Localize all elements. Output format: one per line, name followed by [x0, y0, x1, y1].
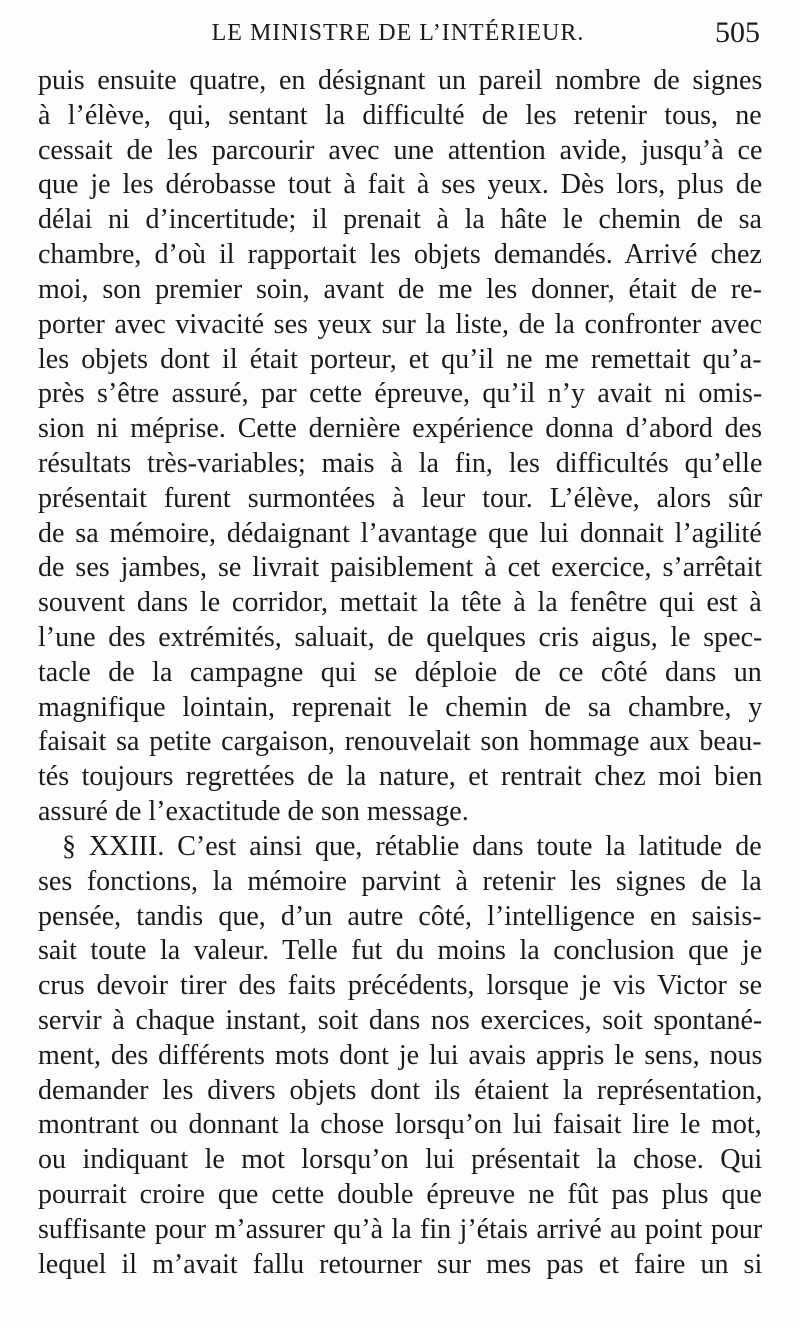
text-line: résultats très-variables; mais à la fin, les difficultés qu’elle — [38, 447, 762, 479]
text-line: souvent dans le corridor, mettait la tête à la fenêtre qui est à — [38, 587, 762, 619]
text-line: ment, des différents mots dont je lui avais appris le sens, nous — [38, 1039, 762, 1071]
text-line: de ses jambes, se livrait paisiblement à cet exercice, s’arrêtait — [38, 552, 762, 584]
text-line: cessait de les parcourir avec une attention avide, jusqu’à ce — [38, 134, 762, 166]
text-line: porter avec vivacité ses yeux sur la liste, de la confronter avec — [38, 308, 762, 340]
text-line: pourrait croire que cette double épreuve ne fût pas plus que — [38, 1179, 762, 1210]
text-line: que je les dérobasse tout à fait à ses yeux. Dès lors, plus de — [38, 169, 762, 201]
text-line: tacle de la campagne qui se déploie de ce côté dans un — [38, 656, 762, 688]
text-line: pensée, tandis que, d’un autre côté, l’intelligence en saisis- — [38, 900, 762, 932]
text-line: sion ni méprise. Cette dernière expérience donna d’abord des — [38, 413, 762, 445]
text-line: faisait sa petite cargaison, renouvelait son hommage aux beau- — [38, 726, 762, 758]
text-line: assuré de l’exactitude de son message. — [38, 796, 469, 828]
text-line: demander les divers objets dont ils étaient la représentation, — [38, 1074, 762, 1106]
text-line: montrant ou donnant la chose lorsqu’on lui faisait lire le mot, — [38, 1109, 762, 1141]
running-head-title: LE MINISTRE DE L’INTÉRIEUR. — [211, 20, 585, 46]
text-line: magnifique lointain, reprenait le chemin de sa chambre, y — [38, 691, 762, 723]
text-line: à l’élève, qui, sentant la difficulté de les retenir tous, ne — [38, 99, 762, 131]
text-line: les objets dont il était porteur, et qu’il ne me remettait qu’a- — [38, 343, 762, 375]
text-line: crus devoir tirer des faits précédents, lorsque je vis Victor se — [38, 970, 762, 1002]
page-number: 505 — [715, 16, 760, 49]
text-line: suffisante pour m’assurer qu’à la fin j’étais arrivé au point pour — [38, 1213, 762, 1245]
text-line: l’une des extrémités, saluait, de quelques cris aigus, le spec- — [38, 622, 762, 653]
text-line: lequel il m’avait fallu retourner sur mes pas et faire un si — [38, 1248, 762, 1280]
text-line: près s’être assuré, par cette épreuve, qu’il n’y avait ni omis- — [38, 378, 762, 410]
text-line: moi, son premier soin, avant de me les donner, était de re- — [38, 273, 762, 305]
running-head — [36, 14, 760, 58]
text-line: § XXIII. C’est ainsi que, rétablie dans toute la latitude de — [62, 830, 762, 862]
text-line: de sa mémoire, dédaignant l’avantage que lui donnait l’agilité — [38, 517, 762, 549]
text-line: sait toute la valeur. Telle fut du moins la conclusion que je — [38, 935, 762, 967]
text-line: ou indiquant le mot lorsqu’on lui présentait la chose. Qui — [38, 1144, 762, 1176]
text-line: chambre, d’où il rapportait les objets demandés. Arrivé chez — [38, 239, 762, 271]
text-line: ses fonctions, la mémoire parvint à retenir les signes de la — [38, 865, 762, 897]
text-line: servir à chaque instant, soit dans nos exercices, soit spontané- — [38, 1004, 762, 1036]
text-line: puis ensuite quatre, en désignant un pareil nombre de signes — [38, 65, 762, 96]
body-text — [38, 64, 762, 1282]
text-line: tés toujours regrettées de la nature, et rentrait chez moi bien — [38, 761, 762, 793]
text-line: délai ni d’incertitude; il prenait à la hâte le chemin de sa — [38, 204, 762, 236]
text-line: présentait furent surmontées à leur tour. L’élève, alors sûr — [38, 482, 762, 514]
